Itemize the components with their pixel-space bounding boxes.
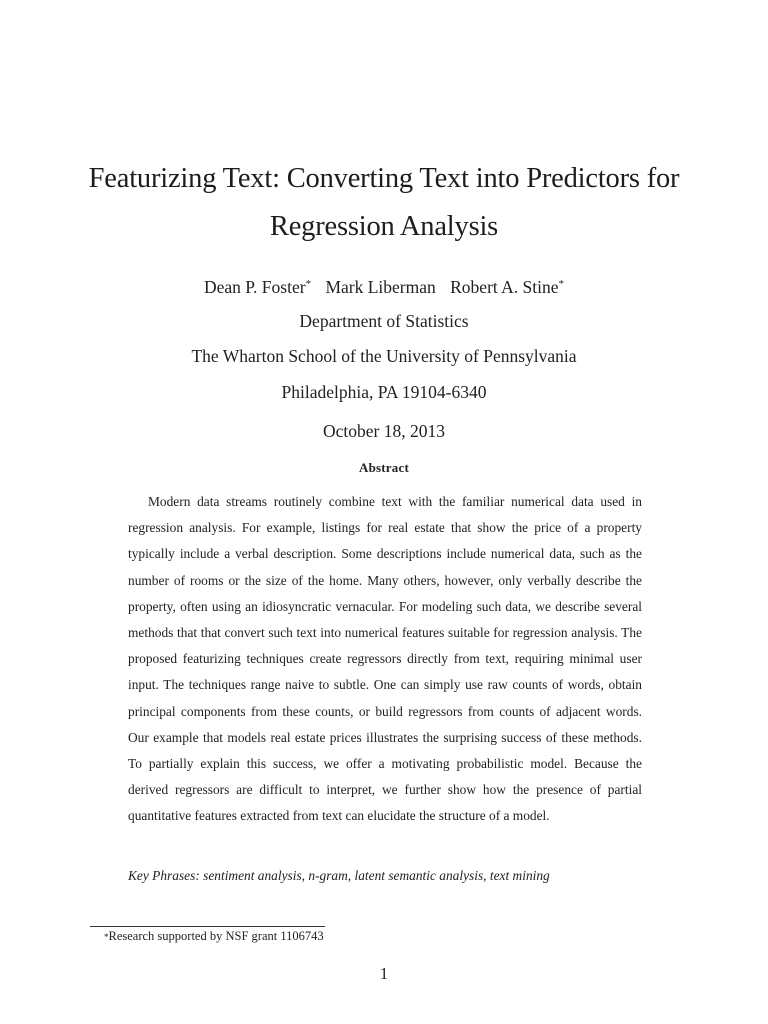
author-3	[450, 277, 564, 297]
author-name: Dean P. Foster	[203, 277, 306, 297]
affiliation-department: Department of Statistics	[299, 311, 469, 331]
key-phrases: Key Phrases: sentiment analysis, n-gram, latent semantic analysis, text mining	[128, 868, 550, 883]
footnote-mark: *	[104, 932, 109, 942]
affiliation-city: Philadelphia, PA 19104-6340	[281, 382, 487, 402]
author-2	[325, 277, 435, 297]
author-list	[0, 274, 768, 300]
abstract-body: Modern data streams routinely combine text with the familiar numerical data used in regression analysis. For example, listings for real estate that show the price of a property typically include a verbal description. Some descriptions include numerical data, such as the number of rooms or the size of the home. Many others, however, only verbally describe the property, often using an idiosyncratic vernacular. For modeling such data, we describe several methods that that convert such text into numerical features suitable for regression analysis. The proposed featurizing techniques create regressors directly from text, requiring minimal user input. The techniques range naive to subtle. One can simply use raw counts of words, obtain principal components from these counts, or build regressors from counts of adjacent words. Our example that models real estate prices illustrates the surprising success of these methods. To partially explain this success, we offer a motivating probabilistic model. Because the derived regressors are difficult to interpret, we further show how the presence of partial quantitative features extracted from text can elucidate the structure of a model.	[128, 494, 642, 824]
title-line-1: Featurizing Text: Converting Text into Predictors for	[88, 163, 680, 194]
author-1	[204, 277, 311, 297]
author-name: Mark Liberman	[325, 277, 436, 297]
page-number: 1	[379, 964, 389, 983]
footnote-text: Research supported by NSF grant 1106743	[108, 929, 324, 943]
author-footnote-mark: *	[558, 278, 565, 290]
title-line-2: Regression Analysis	[269, 211, 499, 242]
author-footnote-mark: *	[305, 278, 312, 290]
footnote	[104, 926, 324, 946]
abstract-heading: Abstract	[359, 460, 409, 475]
affiliation-school: The Wharton School of the University of Pennsylvania	[191, 346, 577, 366]
author-name: Robert A. Stine	[450, 277, 559, 297]
paper-title	[0, 155, 768, 251]
paper-date: October 18, 2013	[323, 421, 445, 441]
